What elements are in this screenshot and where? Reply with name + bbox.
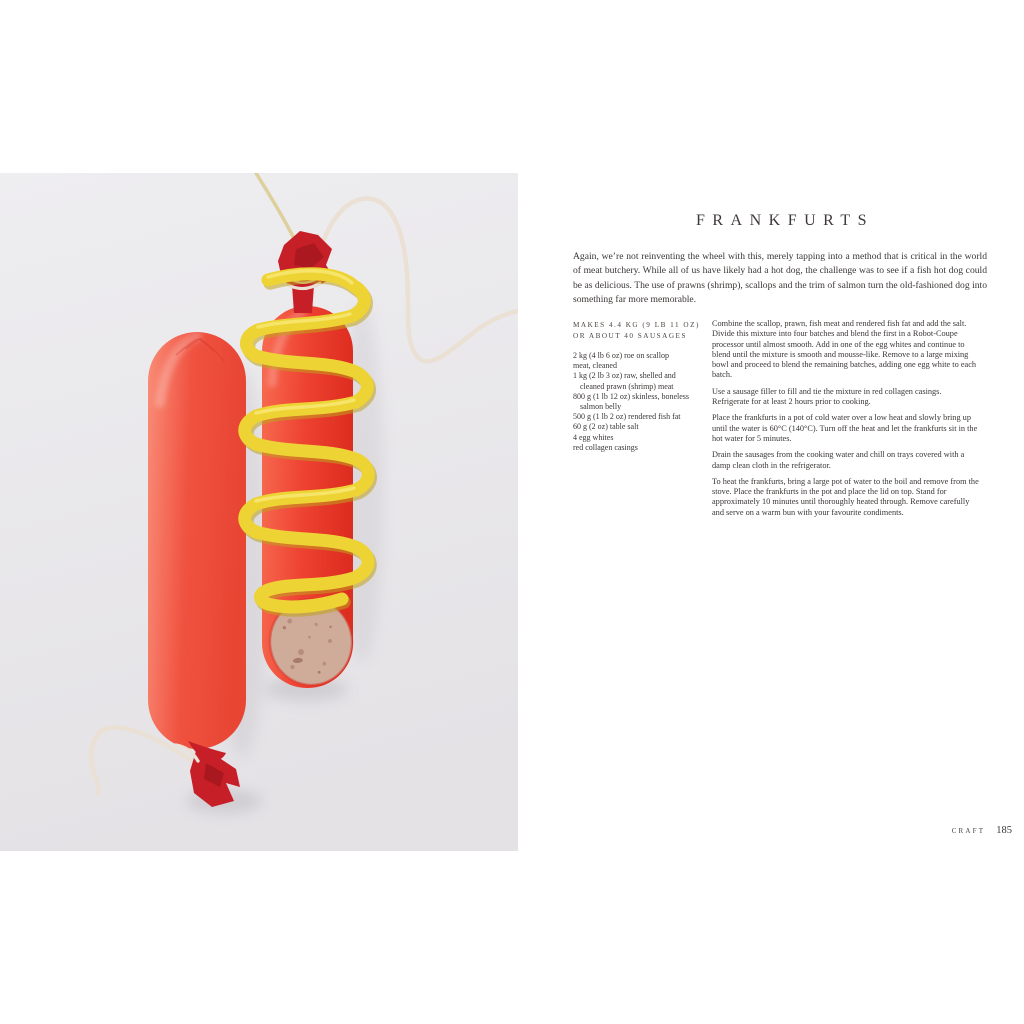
frankfurts-photo-illustration (0, 173, 518, 851)
frankfurts-photo (0, 173, 518, 851)
method-paragraph-5: To heat the frankfurts, bring a large pot of water to the boil and remove from the stove. Place the frankfurts in the pot and place the lid on top. Stand for approximately 10 minutes until thoroughly heated through. Remove carefully and serve on a warm bun with your favourite condiments. (712, 476, 979, 517)
yield-note (573, 320, 705, 342)
method-paragraph-3: Place the frankfurts in a pot of cold water over a low heat and slowly bring up until the water is 60°C (140°C). Turn off the heat and let the frankfurts sit in the hot water for 5 minutes. (712, 413, 978, 443)
page-title: FRANKFURTS (695, 212, 875, 229)
method-paragraph-2: Use a sausage filler to fill and tie the mixture in red collagen casings. Refrigerate for at least 2 hours prior to cooking. (712, 386, 942, 407)
ingredient-line: red collagen casings (573, 442, 638, 452)
method-paragraph-4: Drain the sausages from the cooking water and chill on trays covered with a damp clean cloth in the refrigerator. (712, 450, 965, 470)
ingredient-list (573, 351, 709, 453)
yield-line-1: MAKES 4.4 KG (9 LB 11 OZ) (573, 321, 700, 329)
method-steps (712, 319, 979, 524)
ingredient-line: 4 egg whites (573, 432, 614, 442)
ingredient-line: 500 g (1 lb 2 oz) rendered fish fat (573, 412, 681, 422)
ingredient-line: 800 g (1 lb 12 oz) skinless, boneless (573, 391, 689, 401)
recipe-page (565, 0, 1012, 1024)
ingredient-line: 1 kg (2 lb 3 oz) raw, shelled and (573, 371, 676, 381)
page-footer (565, 820, 1012, 838)
method-paragraph-1: Combine the scallop, prawn, fish meat and rendered fish fat and add the salt. Divide this mixture into four batches and blend the first in a Robot-Coupe processor until almost smooth. Add in one of the egg whites and continue to blend until the mixture is smooth and mousse-like. Remove to a large mixing bowl and proceed to blend the remaining batches, adding one egg white to each batch. (712, 319, 977, 380)
intro-paragraph: Again, we’re not reinventing the wheel with this, merely tapping into a method that is critical in the world of meat butchery. While all of us have likely had a hot dog, the challenge was to see if a fish hot dog could be as delicious. The use of prawns (shrimp), scallops and the trim of salmon turn the old-fashioned dog into something far more memorable. (573, 251, 987, 306)
footer-section-label: CRAFT (951, 827, 986, 835)
ingredient-line: 60 g (2 oz) table salt (573, 422, 639, 432)
footer-page-number: 185 (996, 825, 1012, 836)
ingredient-line: salmon belly (580, 402, 622, 412)
ingredient-line: 2 kg (4 lb 6 oz) roe on scallop (573, 351, 669, 360)
ingredient-line: cleaned prawn (shrimp) meat (580, 381, 674, 391)
ingredient-line: meat, cleaned (573, 361, 617, 371)
yield-line-2: OR ABOUT 40 SAUSAGES (573, 332, 687, 340)
